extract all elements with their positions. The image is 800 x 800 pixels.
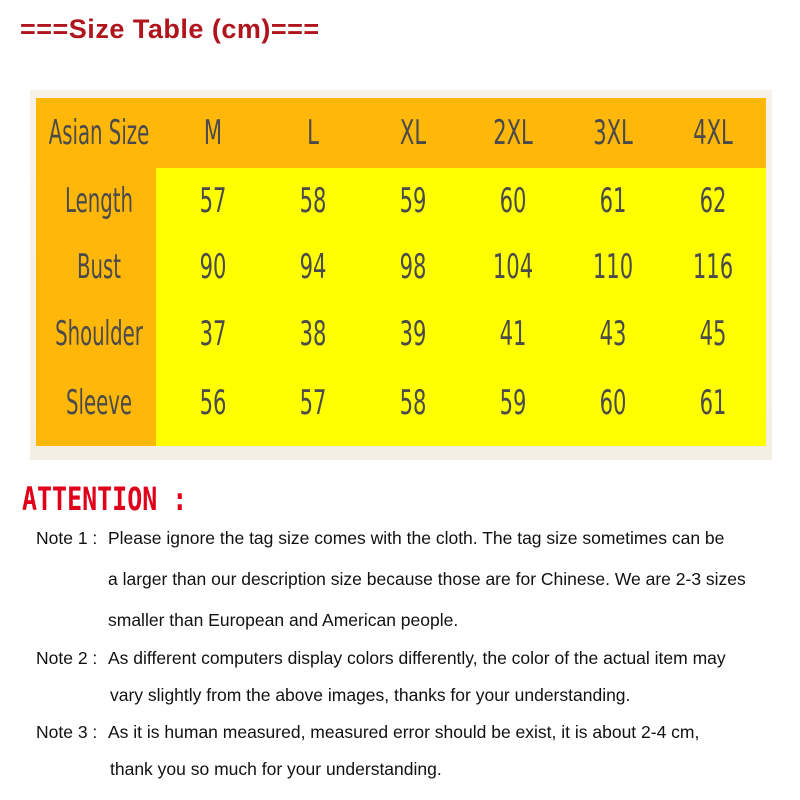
table-cell: 56 (199, 383, 227, 423)
note-text-line: As different computers display colors differently, the color of the actual item may (108, 648, 726, 668)
table-cell: 98 (399, 247, 427, 287)
table-cell: 60 (599, 383, 627, 423)
note-text-line: a larger than our description size because those are for Chinese. We are 2-3 sizes (108, 569, 746, 589)
page-title: ===Size Table (cm)=== (20, 14, 320, 44)
table-cell: 39 (399, 314, 427, 354)
row-label-length: Length (64, 181, 134, 221)
table-cell: 60 (499, 181, 527, 221)
table-cell: 37 (199, 314, 227, 354)
table-cell: 38 (299, 314, 327, 354)
size-header-4xl: 4XL (693, 113, 733, 153)
note-text-line: thank you so much for your understanding. (110, 759, 442, 779)
table-cell: 41 (499, 314, 527, 354)
note-prefix: Note 3 : (36, 722, 98, 742)
table-cell: 58 (299, 181, 327, 221)
table-cell: 110 (592, 247, 634, 287)
table-cell: 61 (599, 181, 627, 221)
table-cell: 57 (199, 181, 227, 221)
table-cell: 45 (699, 314, 727, 354)
size-table-frame (30, 90, 772, 460)
table-cell: 57 (299, 383, 327, 423)
note-prefix: Note 1 : (36, 528, 98, 548)
table-cell: 116 (692, 247, 734, 287)
note-text-line: smaller than European and American people. (108, 610, 459, 630)
attention-heading: ATTENTION : (22, 480, 188, 518)
size-header-3xl: 3XL (593, 113, 633, 153)
table-cell: 94 (299, 247, 327, 287)
size-header-m: M (203, 113, 223, 153)
size-header-xl: XL (399, 113, 427, 153)
row-label-sleeve: Sleeve (65, 383, 133, 423)
table-cell: 59 (399, 181, 427, 221)
size-header-l: L (307, 113, 319, 153)
size-header-2xl: 2XL (493, 113, 533, 153)
table-cell: 90 (199, 247, 227, 287)
table-cell: 43 (599, 314, 627, 354)
note-text-line: vary slightly from the above images, thanks for your understanding. (110, 685, 631, 705)
note-text-line: As it is human measured, measured error should be exist, it is about 2-4 cm, (108, 722, 700, 742)
note-prefix: Note 2 : (36, 648, 98, 668)
row-label-shoulder: Shoulder (55, 314, 143, 354)
row-label-bust: Bust (76, 247, 122, 287)
table-cell: 59 (499, 383, 527, 423)
size-table (36, 98, 766, 446)
table-cell: 61 (699, 383, 727, 423)
table-cell: 104 (492, 247, 534, 287)
table-cell: 58 (399, 383, 427, 423)
header-label: Asian Size (48, 113, 150, 153)
table-cell: 62 (699, 181, 727, 221)
note-text-line: Please ignore the tag size comes with the cloth. The tag size sometimes can be (108, 528, 725, 548)
